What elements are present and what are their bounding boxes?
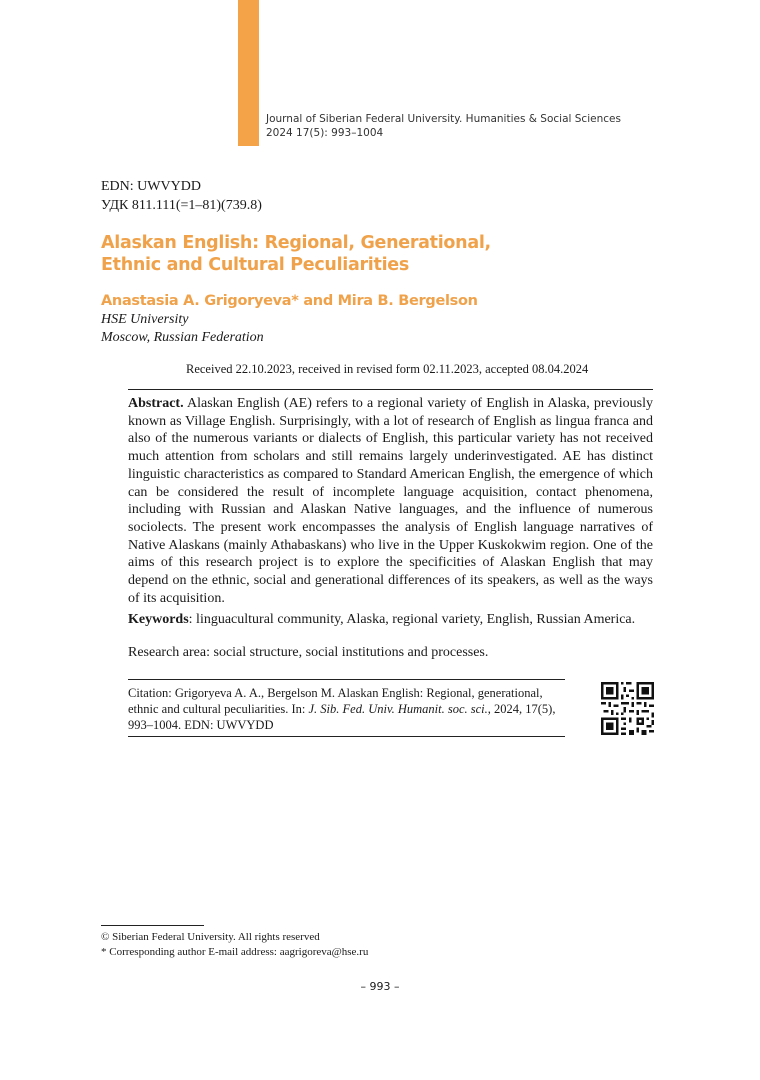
edn-code: EDN: UWVYDD (101, 179, 201, 194)
affiliation (101, 311, 264, 347)
citation-suffix: , 2024, 17(5), 993–1004. EDN: UWVYDD (128, 702, 556, 732)
keywords-label: Keywords (128, 612, 189, 627)
affiliation-city: Moscow, Russian Federation (101, 330, 264, 345)
journal-header (266, 112, 621, 140)
research-area: Research area: social structure, social institutions and processes. (128, 645, 489, 660)
title-line-2: Ethnic and Cultural Peculiarities (101, 255, 409, 275)
corresponding-author-note: * Corresponding author E-mail address: aagrigoreva@hse.ru (101, 946, 369, 958)
abstract-top-rule (128, 389, 653, 390)
journal-accent-bar (238, 0, 259, 146)
footnotes (101, 930, 368, 960)
received-dates: Received 22.10.2023, received in revised form 02.11.2023, accepted 08.04.2024 (186, 362, 589, 376)
footnote-rule (101, 925, 204, 926)
page-number: – 993 – (360, 980, 400, 993)
citation-prefix: Citation: Grigoryeva A. A., Bergelson M. Alaskan English: Regional, generational, ethnic and cultural peculiarities. In: (128, 686, 543, 716)
article-title (101, 232, 521, 276)
citation (128, 685, 568, 733)
citation-journal: J. Sib. Fed. Univ. Humanit. soc. sci. (308, 702, 488, 716)
authors: Anastasia A. Grigoryeva* and Mira B. Bergelson (101, 293, 478, 309)
journal-issue: 2024 17(5): 993–1004 (266, 127, 384, 139)
abstract-label: Abstract. (128, 396, 184, 411)
keywords (128, 611, 658, 629)
citation-top-rule (128, 679, 565, 680)
article-identifiers (101, 177, 262, 215)
abstract-text: Alaskan English (AE) refers to a regional variety of English in Alaska, previously known as Village English. Surprisingly, with a lot of research of English as lingua franca and also of the numerous variants or dialects of English, this particular variety has not received much attention from scholars and still remains largely underinvestigated. AE has distinct linguistic characteristics as compared to Standard American English, the emergence of which can be considered the result of incomplete language acquisition, contact phenomena, including with Russian and Alaskan Native languages, and the influence of numerous sociolects. The present work encompasses the analysis of English language narratives of Native Alaskans (mainly Athabaskans) who live in the Upper Kuskokwim region. One of the aims of this research project is to explore the specificities of Alaskan English that may depend on the ethnic, social and generational differences of its speakers, as well as the ways of its acquisition. (128, 396, 653, 606)
qr-code[interactable] (601, 682, 654, 735)
keywords-text: : linguacultural community, Alaska, regional variety, English, Russian America. (188, 612, 636, 627)
copyright-note: © Siberian Federal University. All rights reserved (101, 931, 320, 943)
affiliation-university: HSE University (101, 312, 189, 327)
journal-title: Journal of Siberian Federal University. Humanities & Social Sciences (266, 113, 621, 125)
title-line-1: Alaskan English: Regional, Generational, (101, 233, 491, 253)
udk-code: УДК 811.111(=1–81)(739.8) (101, 198, 262, 213)
abstract (128, 395, 653, 607)
citation-bottom-rule (128, 736, 565, 737)
